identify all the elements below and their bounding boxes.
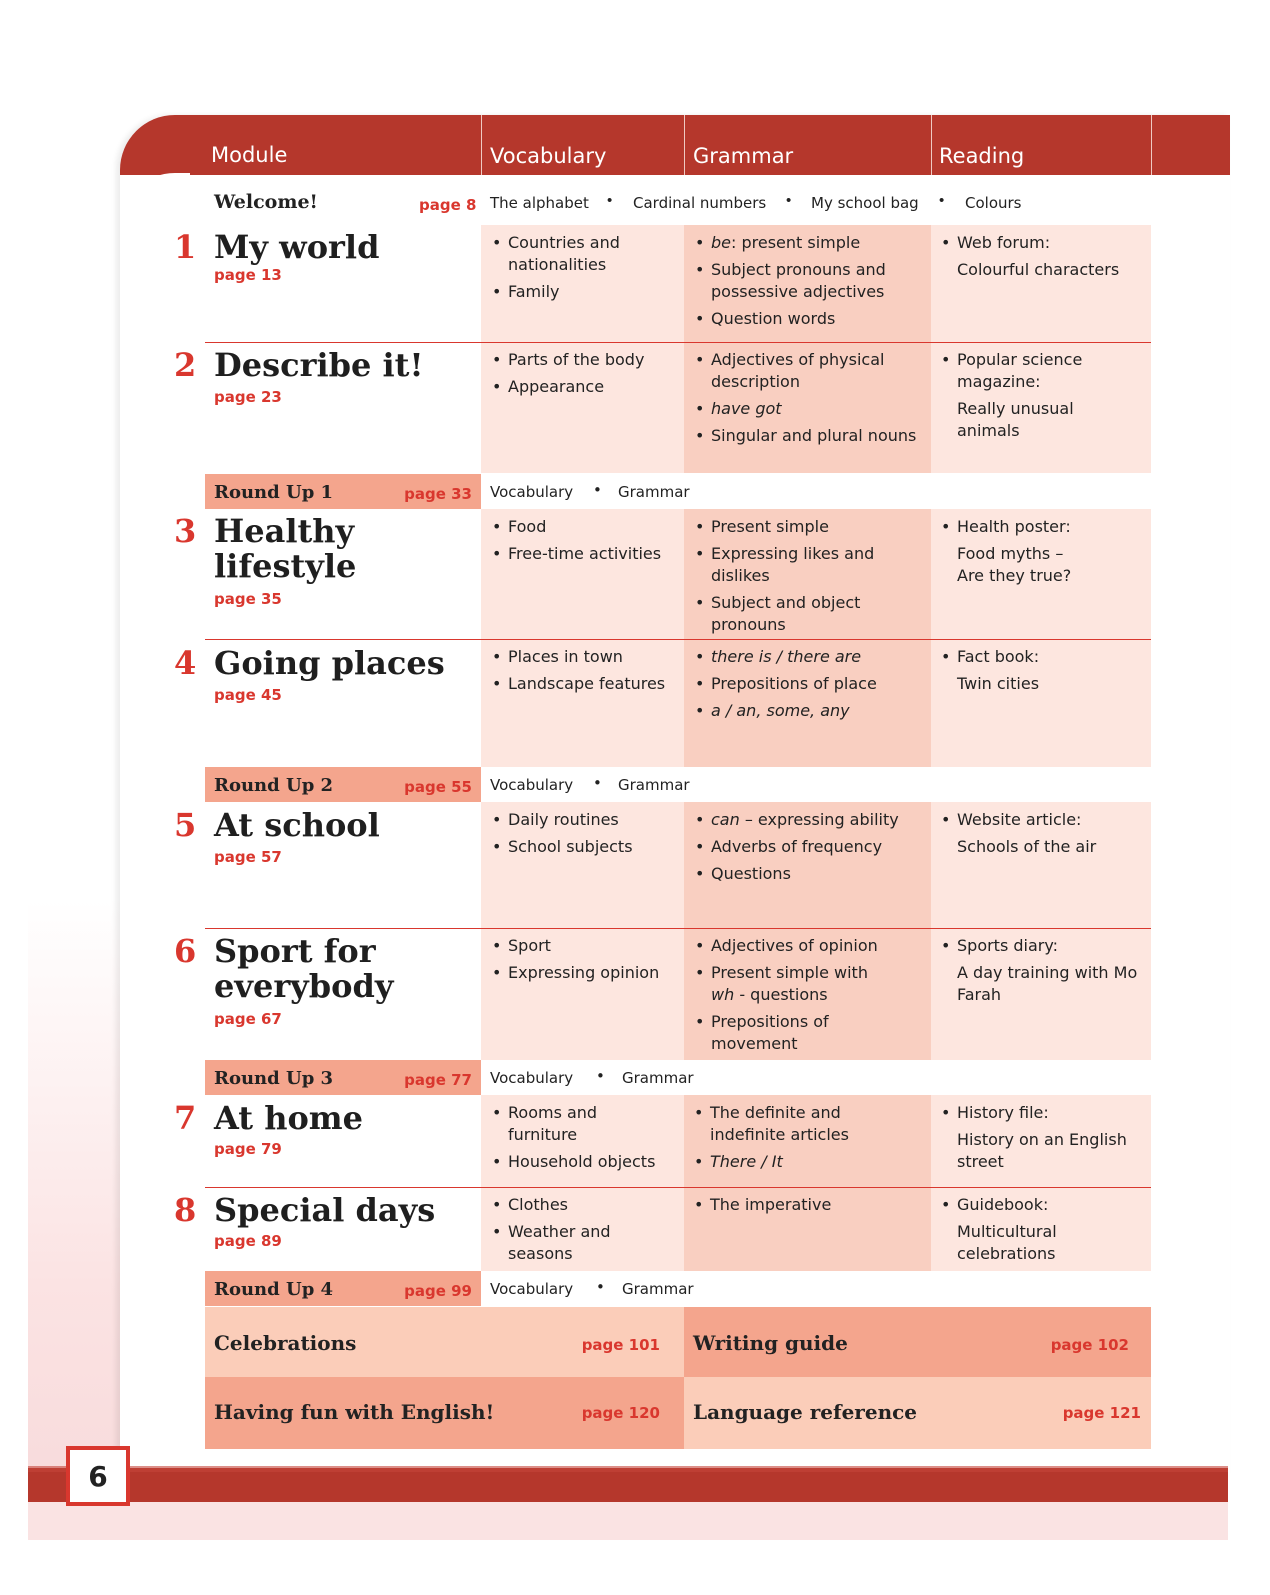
list-item: • Places in town: [490, 646, 680, 668]
list-item: • have got: [693, 398, 923, 420]
vocabulary-list: [490, 935, 680, 989]
roundup-vocabulary: Vocabulary: [490, 1280, 574, 1298]
header-module: Module: [211, 143, 288, 167]
roundup-vocabulary: Vocabulary: [490, 776, 574, 794]
module-number: 7: [174, 1099, 197, 1137]
bullet-dot: •: [939, 192, 945, 209]
table-header: [120, 115, 1230, 175]
list-item: • Guidebook:: [939, 1194, 1129, 1216]
list-item: • a / an, some, any: [693, 700, 923, 722]
footer-band-edge: [28, 1466, 1228, 1472]
list-item: • Expressing opinion: [490, 962, 680, 984]
list-item: • be: present simple: [693, 232, 923, 254]
footer-pale: [28, 1502, 1228, 1540]
module-title: Healthy lifestyle: [214, 512, 357, 585]
bullet-dot: •: [596, 1278, 605, 1296]
list-item: • Countries and nationalities: [490, 232, 680, 276]
list-item: • Prepositions of movement: [693, 1011, 893, 1055]
module-number: 3: [174, 512, 197, 550]
module-page: page 45: [214, 686, 282, 704]
reading-list: [939, 516, 1089, 592]
vocabulary-list: [490, 232, 680, 308]
module-number: 8: [174, 1191, 197, 1229]
list-item: • Household objects: [490, 1151, 660, 1173]
list-item: • there is / there are: [693, 646, 923, 668]
welcome-item: My school bag: [811, 194, 919, 212]
grammar-text: Present simple with: [711, 963, 868, 982]
module-page: page 57: [214, 848, 282, 866]
extra-title: Celebrations: [214, 1331, 357, 1355]
roundup-4: [205, 1271, 481, 1306]
list-item: • Subject pronouns and possessive adjectives: [693, 259, 923, 303]
list-item: • There / It: [692, 1151, 892, 1173]
roundup-page: page 55: [404, 778, 472, 796]
extra-page: page 102: [1050, 1336, 1129, 1354]
bullet-dot: •: [607, 192, 613, 209]
roundup-title: Round Up 4: [214, 1279, 334, 1300]
vocabulary-list: [490, 1194, 660, 1270]
module-page: page 23: [214, 388, 282, 406]
module-number: 4: [174, 644, 197, 682]
grammar-list: [693, 232, 923, 335]
module-page: page 35: [214, 590, 282, 608]
list-item: • School subjects: [490, 836, 680, 858]
list-item: • The imperative: [692, 1194, 922, 1216]
list-item: Multicultural celebrations: [957, 1222, 1057, 1263]
grammar-text: – expressing ability: [739, 810, 899, 829]
roundup-title: Round Up 3: [214, 1068, 334, 1089]
roundup-grammar: Grammar: [622, 1280, 694, 1298]
list-item: • Adjectives of physical description: [693, 349, 923, 393]
page-number: 6: [66, 1446, 130, 1506]
module-title: At school: [214, 806, 380, 844]
list-item: Twin cities: [957, 674, 1040, 693]
module-page: page 79: [214, 1140, 282, 1158]
grammar-text: - questions: [734, 985, 828, 1004]
bullet-dot: •: [786, 192, 792, 209]
list-item: • Questions: [693, 863, 929, 885]
footer-band: [28, 1468, 1228, 1502]
module-number: 5: [174, 806, 197, 844]
roundup-page: page 77: [404, 1071, 472, 1089]
list-item: History on an English street: [957, 1130, 1127, 1171]
module-number: 1: [174, 228, 197, 266]
welcome-page: page 8: [419, 196, 477, 214]
list-item: • Website article:: [939, 809, 1149, 831]
list-item: [693, 809, 929, 831]
list-item: Really unusual animals: [957, 399, 1074, 440]
grammar-list: [693, 809, 929, 890]
bullet-dot: •: [593, 481, 602, 499]
grammar-list: [693, 935, 893, 1060]
welcome-item: Cardinal numbers: [633, 194, 767, 212]
celebrations-box: [205, 1307, 684, 1377]
roundup-page: page 99: [404, 1282, 472, 1300]
list-item: • Web forum:: [939, 232, 1149, 254]
roundup-grammar: Grammar: [618, 776, 690, 794]
module-title: Going places: [214, 644, 445, 682]
grammar-list: [693, 646, 923, 727]
bullet-dot: •: [593, 774, 602, 792]
bullet-dot: •: [596, 1067, 605, 1085]
list-item: Food myths – Are they true?: [957, 544, 1072, 585]
welcome-title: Welcome!: [214, 191, 318, 213]
header-divider: [684, 115, 685, 175]
vocabulary-list: [490, 349, 680, 403]
module-title: Sport for everybody: [214, 932, 394, 1005]
list-item: • Landscape features: [490, 673, 680, 695]
extra-title: Writing guide: [693, 1331, 848, 1355]
roundup-1: [205, 474, 481, 509]
extra-page: page 121: [1062, 1404, 1141, 1422]
roundup-title: Round Up 1: [214, 482, 334, 503]
welcome-item: The alphabet: [490, 194, 589, 212]
list-item: • Popular science magazine:: [939, 349, 1129, 393]
roundup-title: Round Up 2: [214, 775, 334, 796]
reading-list: [939, 935, 1139, 1011]
header-divider: [481, 115, 482, 175]
vocabulary-list: [490, 1102, 660, 1178]
extra-page: page 101: [581, 1336, 660, 1354]
grammar-list: [693, 516, 893, 641]
module-title: At home: [214, 1099, 364, 1137]
list-item: • Singular and plural nouns: [693, 425, 923, 447]
roundup-vocabulary: Vocabulary: [490, 483, 574, 501]
header-vocabulary: Vocabulary: [490, 144, 607, 168]
welcome-item: Colours: [965, 194, 1022, 212]
module-number: 2: [174, 346, 197, 384]
list-item: • Family: [490, 281, 680, 303]
grammar-list: [692, 1194, 922, 1221]
list-item: • Sports diary:: [939, 935, 1139, 957]
module-title: Describe it!: [214, 346, 424, 384]
reading-list: [939, 1102, 1149, 1178]
list-item: • Adverbs of frequency: [693, 836, 929, 858]
list-item: • Free-time activities: [490, 543, 680, 565]
reading-list: [939, 809, 1149, 863]
list-item: • The definite and indefinite articles: [692, 1102, 892, 1146]
module-number: 6: [174, 932, 197, 970]
header-reading: Reading: [939, 144, 1025, 168]
module-page: page 67: [214, 1010, 282, 1028]
roundup-3: [205, 1060, 481, 1095]
reading-list: [939, 349, 1129, 447]
grammar-term: can: [711, 810, 740, 829]
list-item: • Expressing likes and dislikes: [693, 543, 893, 587]
header-grammar: Grammar: [693, 144, 794, 168]
list-item: A day training with Mo Farah: [957, 963, 1138, 1004]
list-item: • Parts of the body: [490, 349, 680, 371]
list-item: • History file:: [939, 1102, 1149, 1124]
header-divider: [1151, 115, 1152, 175]
reading-list: [939, 646, 1149, 700]
extra-title: Language reference: [693, 1400, 918, 1424]
reading-list: [939, 1194, 1129, 1270]
list-item: Schools of the air: [957, 837, 1097, 856]
extra-page: page 120: [581, 1404, 660, 1422]
roundup-page: page 33: [404, 485, 472, 503]
grammar-list: [693, 349, 923, 452]
reading-list: [939, 232, 1149, 286]
list-item: • Fact book:: [939, 646, 1149, 668]
having-fun-box: [205, 1377, 684, 1449]
vocabulary-list: [490, 516, 680, 570]
writing-guide-box: [684, 1307, 1151, 1377]
module-page: page 13: [214, 266, 282, 284]
header-divider: [931, 115, 932, 175]
list-item: • Present simple: [693, 516, 893, 538]
language-reference-box: [684, 1377, 1151, 1449]
module-title: My world: [214, 228, 380, 266]
roundup-grammar: Grammar: [618, 483, 690, 501]
module-page: page 89: [214, 1232, 282, 1250]
list-item: • Question words: [693, 308, 923, 330]
list-item: Colourful characters: [957, 260, 1120, 279]
grammar-list: [692, 1102, 892, 1178]
list-item: [693, 962, 893, 1006]
roundup-grammar: Grammar: [622, 1069, 694, 1087]
vocabulary-list: [490, 809, 680, 863]
list-item: • Rooms and furniture: [490, 1102, 660, 1146]
vocabulary-list: [490, 646, 680, 700]
list-item: • Daily routines: [490, 809, 680, 831]
list-item: • Health poster:: [939, 516, 1089, 538]
list-item: • Sport: [490, 935, 680, 957]
list-item: • Clothes: [490, 1194, 660, 1216]
module-title: Special days: [214, 1191, 436, 1229]
extra-title: Having fun with English!: [214, 1400, 495, 1424]
list-item: • Appearance: [490, 376, 680, 398]
list-item: • Food: [490, 516, 680, 538]
list-item: • Subject and object pronouns: [693, 592, 893, 636]
list-item: • Weather and seasons: [490, 1221, 660, 1265]
grammar-term: wh: [711, 985, 735, 1004]
roundup-2: [205, 767, 481, 802]
list-item: • Prepositions of place: [693, 673, 923, 695]
roundup-vocabulary: Vocabulary: [490, 1069, 574, 1087]
list-item: • Adjectives of opinion: [693, 935, 893, 957]
grammar-term: be: [711, 233, 731, 252]
